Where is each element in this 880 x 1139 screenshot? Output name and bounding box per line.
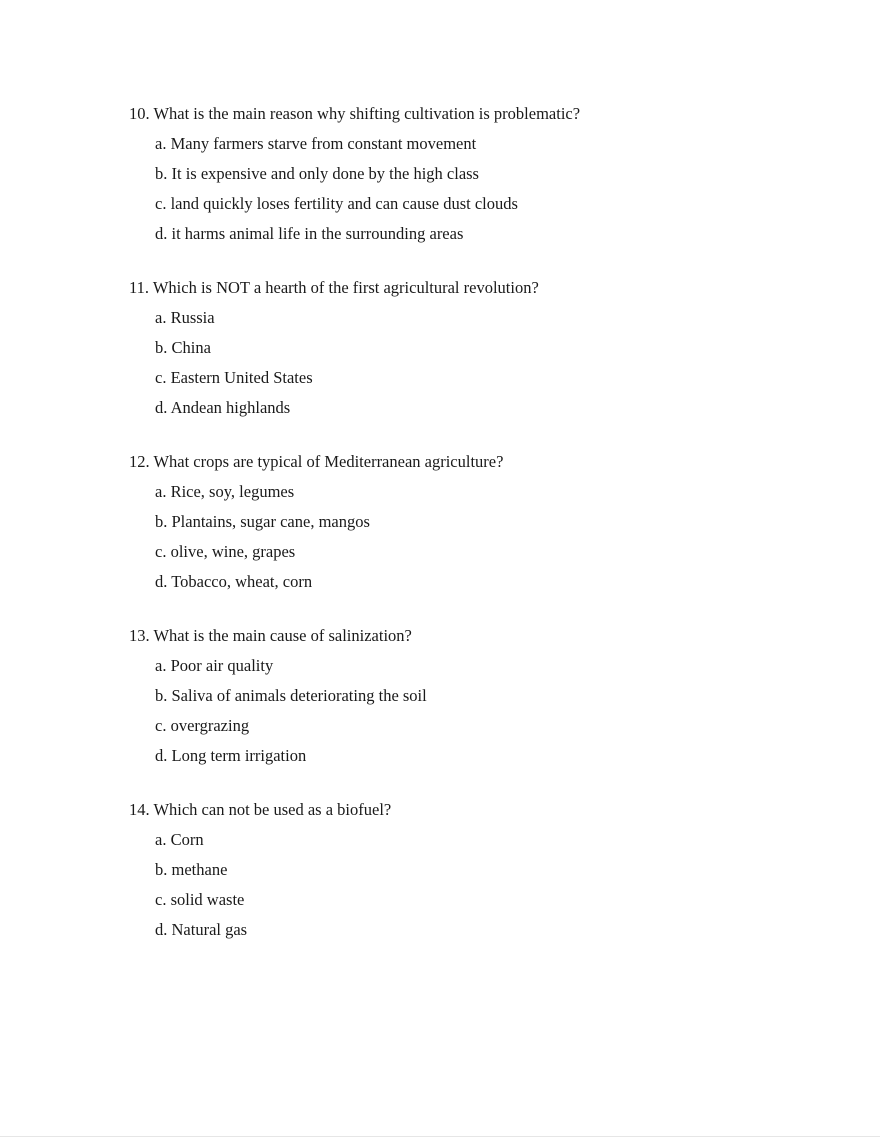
answer-options (155, 828, 809, 942)
answer-option-d: d. Andean highlands (155, 398, 291, 417)
answer-option-b: b. Saliva of animals deteriorating the soil (155, 686, 427, 705)
answer-options (155, 306, 809, 420)
answer-option-b: b. Plantains, sugar cane, mangos (155, 512, 370, 531)
answer-option-d: d. Natural gas (155, 920, 248, 939)
question-13 (129, 624, 809, 768)
answer-option-c: c. overgrazing (155, 716, 250, 735)
question-list (129, 102, 809, 972)
question-stem: 13. What is the main cause of salinization? (129, 626, 412, 645)
question-stem: 12. What crops are typical of Mediterranean agriculture? (129, 452, 504, 471)
answer-option-d: d. Tobacco, wheat, corn (155, 572, 313, 591)
answer-option-c: c. Eastern United States (155, 368, 313, 387)
answer-option-b: b. China (155, 338, 211, 357)
answer-option-d: d. it harms animal life in the surrounding areas (155, 224, 464, 243)
question-stem: 11. Which is NOT a hearth of the first agricultural revolution? (129, 278, 539, 297)
question-14 (129, 798, 809, 942)
question-stem: 10. What is the main reason why shifting cultivation is problematic? (129, 104, 581, 123)
answer-option-a: a. Rice, soy, legumes (155, 482, 295, 501)
answer-options (155, 654, 809, 768)
answer-option-a: a. Poor air quality (155, 656, 274, 675)
answer-option-c: c. olive, wine, grapes (155, 542, 296, 561)
answer-options (155, 480, 809, 594)
answer-option-b: b. methane (155, 860, 228, 879)
question-stem: 14. Which can not be used as a biofuel? (129, 800, 392, 819)
answer-option-c: c. solid waste (155, 890, 245, 909)
answer-option-b: b. It is expensive and only done by the high class (155, 164, 479, 183)
page-bottom-edge (0, 1136, 880, 1137)
question-11 (129, 276, 809, 420)
answer-option-a: a. Russia (155, 308, 215, 327)
answer-options (155, 132, 809, 246)
answer-option-c: c. land quickly loses fertility and can cause dust clouds (155, 194, 518, 213)
answer-option-d: d. Long term irrigation (155, 746, 307, 765)
question-10 (129, 102, 809, 246)
answer-option-a: a. Many farmers starve from constant movement (155, 134, 477, 153)
answer-option-a: a. Corn (155, 830, 204, 849)
question-12 (129, 450, 809, 594)
